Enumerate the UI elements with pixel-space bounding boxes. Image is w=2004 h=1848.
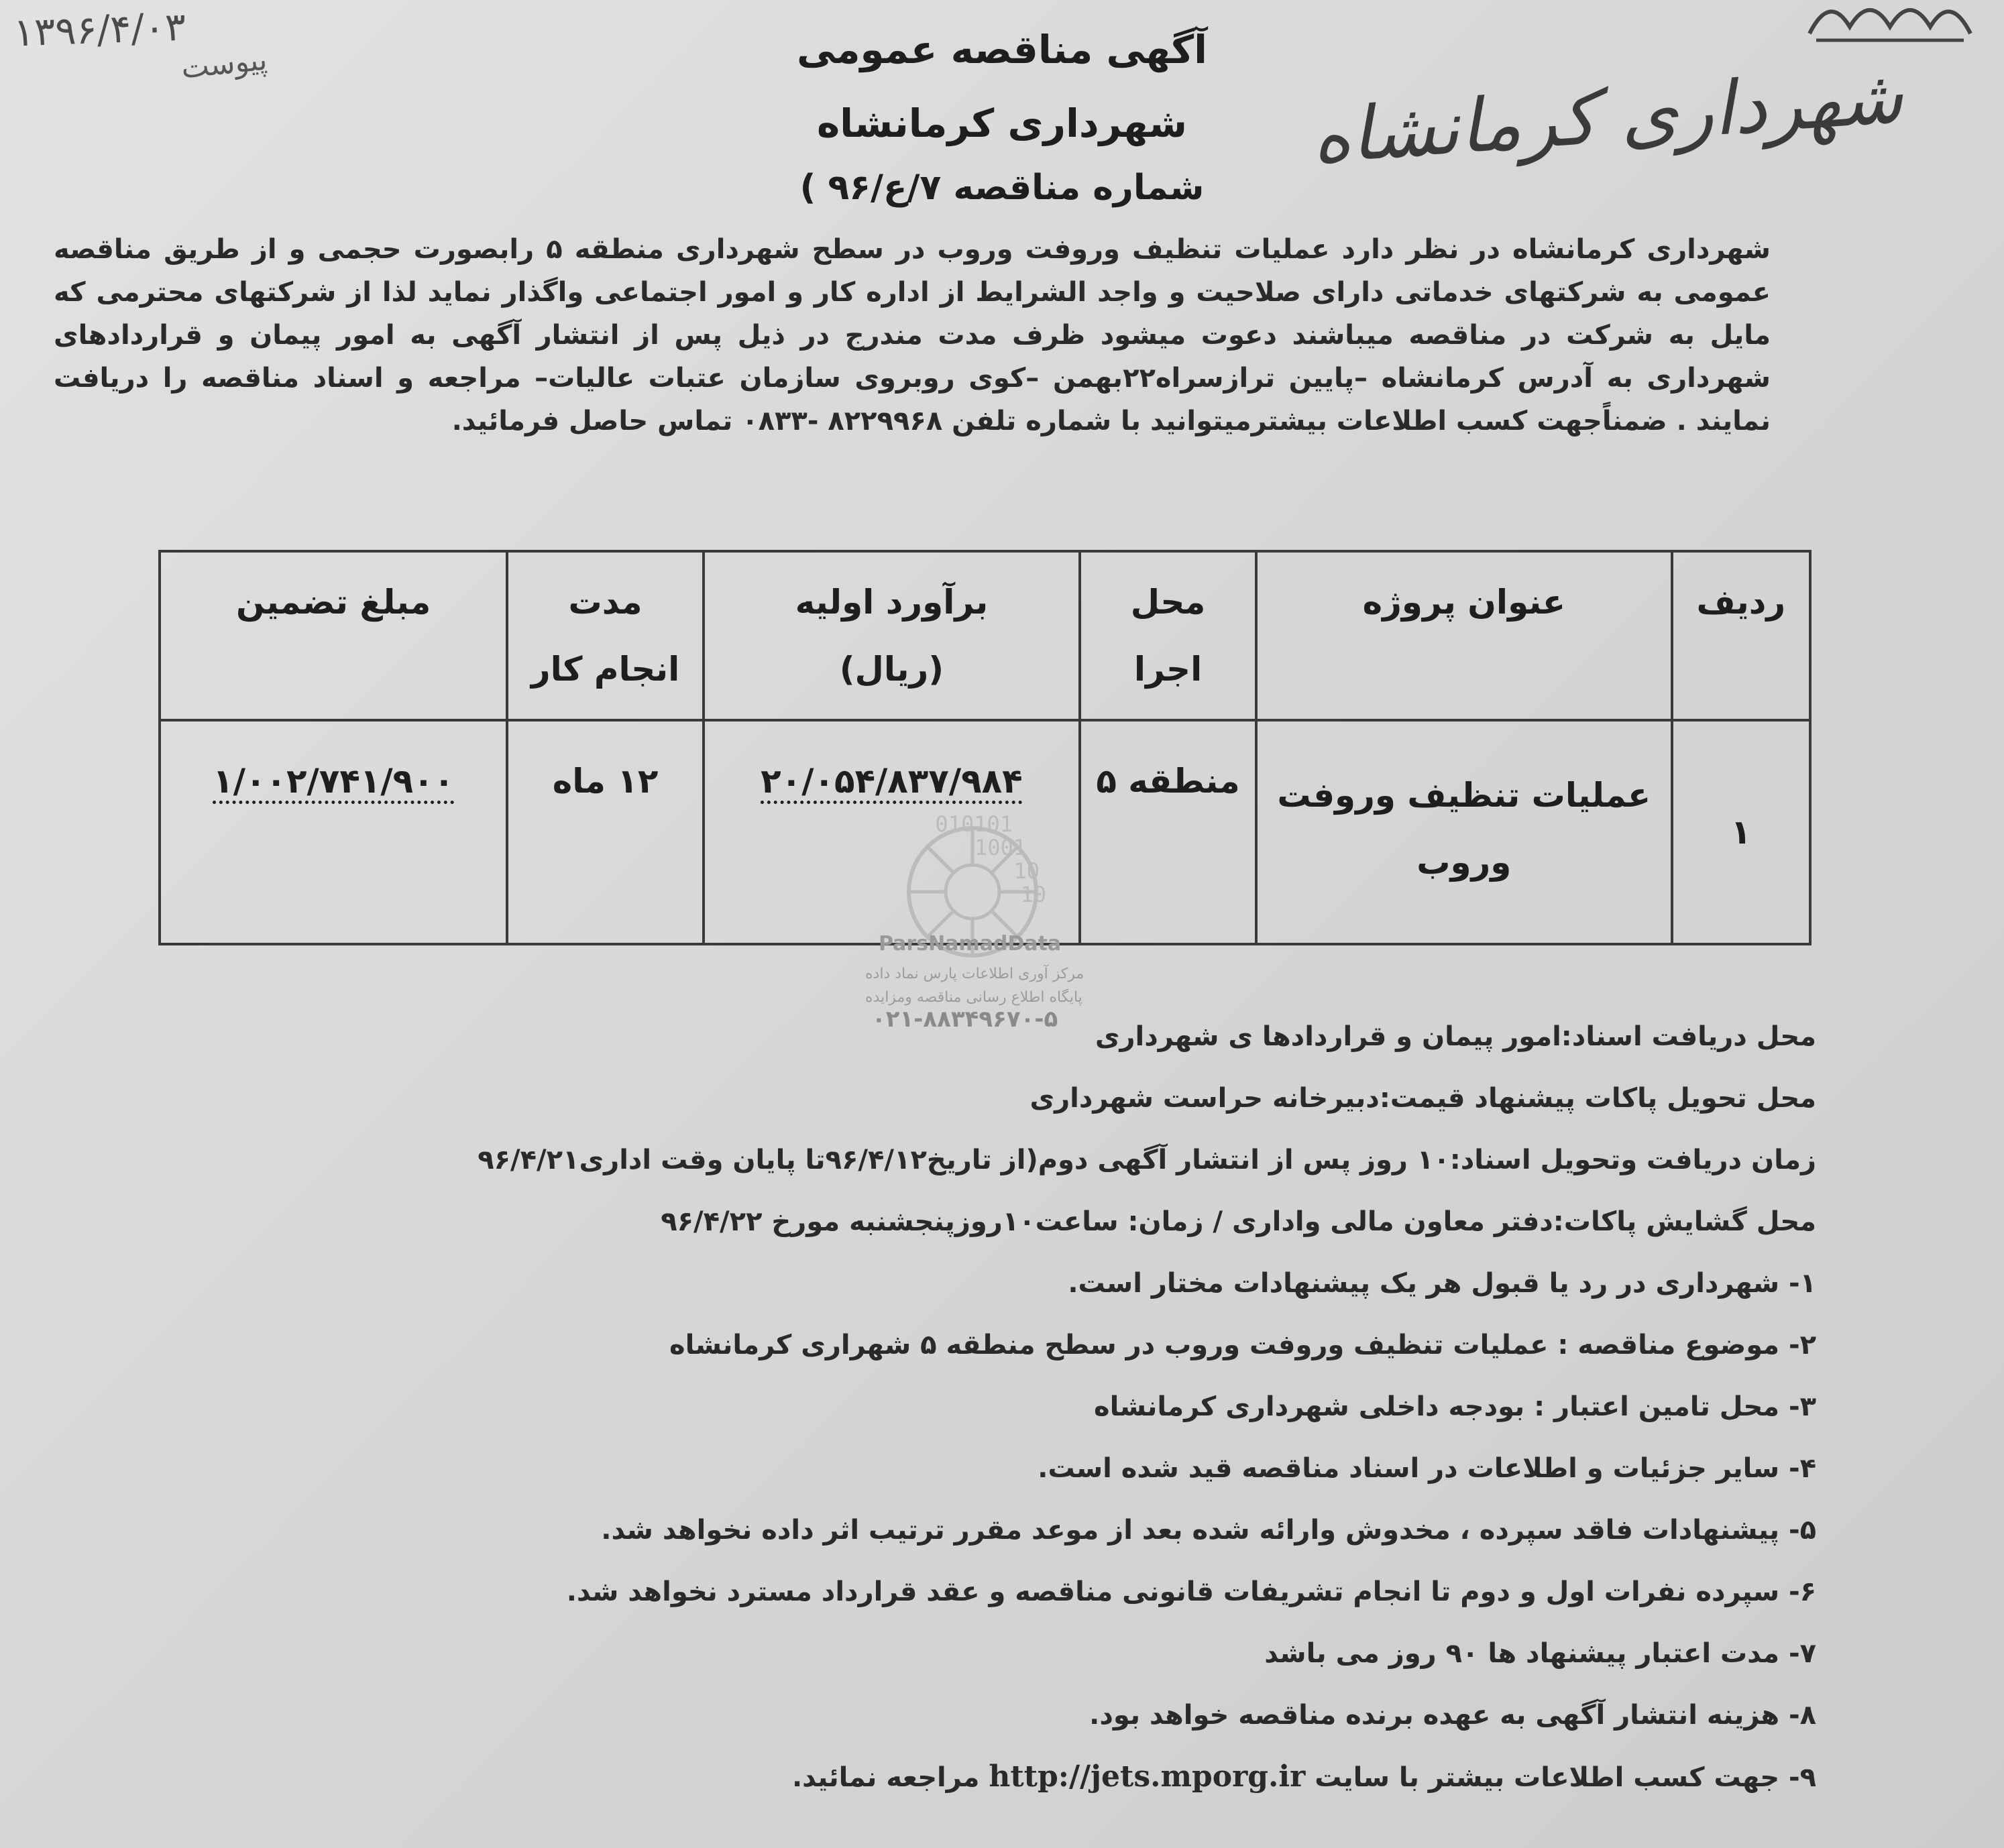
header-guarantee: مبلغ تضمین — [160, 551, 507, 720]
notice-title: آگهی مناقصه عمومی — [796, 27, 1208, 72]
note-docs-location: محل دریافت اسناد:امور پیمان و قراردادها ی شهرداری — [1095, 1021, 1816, 1052]
note-item-9 — [173, 1746, 1816, 1808]
note-item-5: ۵- پیشنهادات فاقد سپرده ، مخدوش وارائه شده بعد از موعد مقرر ترتیب اثر داده نخواهد شد. — [601, 1515, 1816, 1546]
notes-list — [173, 1006, 1816, 1808]
note-item-4: ۴- سایر جزئیات و اطلاعات در اسناد مناقصه قید شده است. — [1038, 1453, 1816, 1484]
watermark-line-2: پایگاه اطلاع رسانی مناقصه ومزایده — [865, 989, 1082, 1006]
cell-estimate: ۲۰/۰۵۴/۸۳۷/۹۸۴ — [704, 720, 1080, 944]
note-item-1: ۱- شهرداری در رد یا قبول هر یک پیشنهادات مختار است. — [1068, 1268, 1816, 1299]
note-delivery-location: محل تحویل پاکات پیشنهاد قیمت:دبیرخانه حراست شهرداری — [1029, 1083, 1816, 1114]
watermark-brand: ParsNamadData — [879, 932, 1062, 956]
note-9-prefix: ۹- جهت کسب اطلاعات بیشتر با سایت — [1315, 1762, 1816, 1793]
header-row-number: ردیف — [1672, 551, 1810, 720]
note-9-suffix: مراجعه نمائید. — [791, 1762, 980, 1793]
handwritten-note: پیوست — [179, 42, 269, 86]
header-location: محل اجرا — [1080, 551, 1256, 720]
header-duration: مدت انجام کار — [507, 551, 703, 720]
watermark-phone: ۰۲۱-۸۸۳۴۹۶۷۰-۵ — [872, 1006, 1058, 1033]
note-item-3: ۳- محل تامین اعتبار : بودجه داخلی شهرداری کرمانشاه — [1094, 1391, 1816, 1422]
municipality-logo-text: شهرداری کرمانشاه — [1309, 53, 1906, 180]
note-item-6: ۶- سپرده نفرات اول و دوم تا انجام تشریفات قانونی مناقصه و عقد قرارداد مسترد نخواهد شد. — [566, 1576, 1816, 1607]
website-link[interactable]: http://jets.mporg.ir — [989, 1759, 1306, 1794]
organization-name: شهرداری کرمانشاه — [816, 101, 1188, 146]
svg-text:1001: 1001 — [974, 835, 1026, 860]
cell-guarantee: ۱/۰۰۲/۷۴۱/۹۰۰ — [160, 720, 507, 944]
cell-duration: ۱۲ ماه — [507, 720, 703, 944]
table-header-row — [160, 551, 1810, 720]
svg-text:10: 10 — [1020, 882, 1046, 907]
note-opening: محل گشایش پاکات:دفتر معاون مالی واداری / زمان: ساعت۱۰روزپنجشنبه مورخ ۹۶/۴/۲۲ — [661, 1206, 1816, 1237]
note-item-2: ۲- موضوع مناقصه : عملیات تنظیف وروفت وروب در سطح منطقه ۵ شهراری کرمانشاه — [669, 1330, 1816, 1361]
cell-location: منطقه ۵ — [1080, 720, 1256, 944]
watermark-line-1: مرکز آوری اطلاعات پارس نماد داده — [865, 966, 1084, 982]
note-item-7: ۷- مدت اعتبار پیشنهاد ها ۹۰ روز می باشد — [1264, 1638, 1816, 1669]
cell-project-title: عملیات تنظیف وروفت وروب — [1256, 720, 1672, 944]
header-project-title: عنوان پروژه — [1256, 551, 1672, 720]
tender-number: شماره مناقصه ۷/ع/۹۶ ) — [799, 168, 1205, 208]
cell-row-number: ۱ — [1672, 720, 1810, 944]
note-schedule: زمان دریافت وتحویل اسناد:۱۰ روز پس از انتشار آگهی دوم(از تاریخ۹۶/۴/۱۲تا پایان وقت اداری۹۶/۴/۲۱ — [478, 1145, 1816, 1175]
intro-paragraph: شهرداری کرمانشاه در نظر دارد عملیات تنظیف وروفت وروب در سطح شهرداری منطقه ۵ رابصورت حجمی و از طریق مناقصه عمومی به شرکتهای خدماتی دارای صلاحیت و واجد الشرایط از اداره کار و امور اجتماعی واگذار نماید لذا از شرکتهای محترمی که مایل به شرکت در مناقصه میباشند دعوت میشود ظرف مدت مندرج در ذیل پس از انتشار آگهی به امور پیمان و قراردادهای شهرداری به آدرس کرمانشاه –پایین ترازسراه۲۲بهمن –کوی روبروی سازمان عتبات عالیات– مراجعه و اسناد مناقصه را دریافت نمایند . ضمناًجهت کسب اطلاعات بیشترمیتوانید با شماره تلفن ۸۲۲۹۹۶۸ -۰۸۳۳ تماس حاصل فرمائید. — [54, 234, 1771, 437]
svg-text:10: 10 — [1013, 858, 1040, 884]
header-estimate: برآورد اولیه (ریال) — [704, 551, 1080, 720]
handwritten-date: ۱۳۹۶/۴/۰۳ — [12, 3, 187, 56]
svg-text:010101: 010101 — [935, 811, 1013, 837]
note-item-8: ۸- هزینه انتشار آگهی به عهده برنده مناقصه خواهد بود. — [1089, 1700, 1816, 1731]
